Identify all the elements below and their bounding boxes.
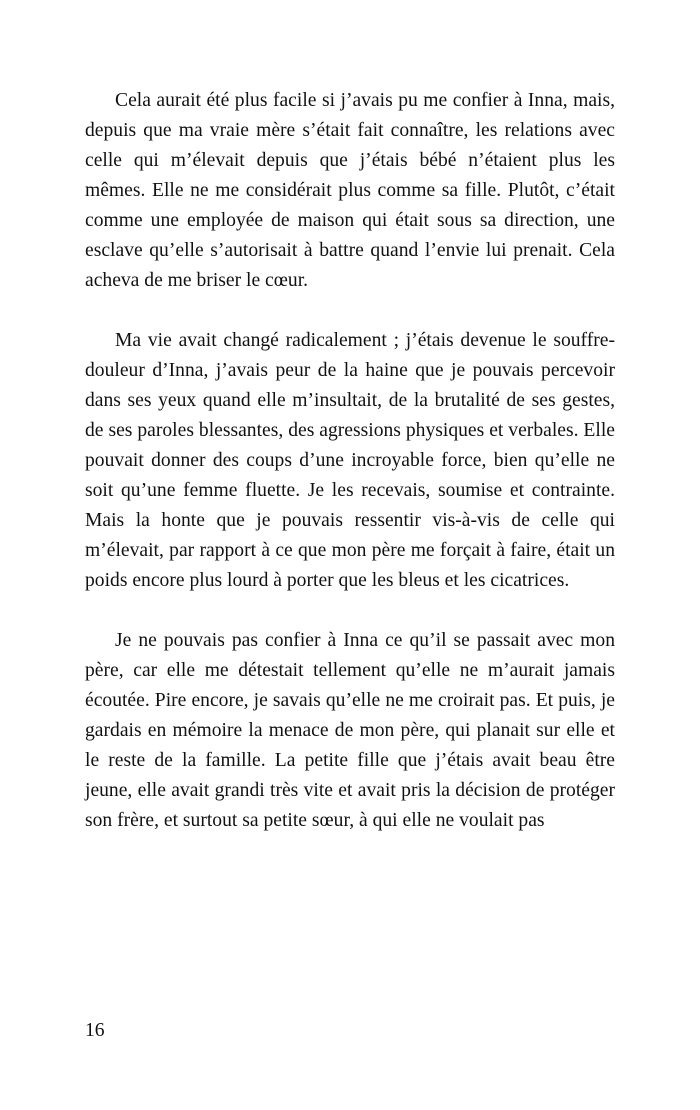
paragraph-3: Je ne pouvais pas confier à Inna ce qu’il se passait avec mon père, car elle me détestait tellement qu’elle ne m’aurait jamais écoutée. Pire encore, je savais qu’elle ne me croirait pas. Et puis, je gardais en mémoire la menace de mon père, qui planait sur elle et le reste de la famille. La petite fille que j’étais avait beau être jeune, elle avait grandi très vite et avait pris la décision de protéger son frère, et surtout sa petite sœur, à qui elle ne voulait pas <box>85 630 615 831</box>
paragraph-1: Cela aurait été plus facile si j’avais pu me confier à Inna, mais, depuis que ma vraie mère s’était fait connaître, les relations avec celle qui m’élevait depuis que j’étais bébé n’étaient plus les mêmes. Elle ne me considérait plus comme sa fille. Plutôt, c’était comme une employée de maison qui était sous sa direction, une esclave qu’elle s’autorisait à battre quand l’envie lui prenait. Cela acheva de me briser le cœur. <box>85 90 615 291</box>
paragraph-2: Ma vie avait changé radicalement ; j’étais devenue le souffre-douleur d’Inna, j’avais peur de la haine que je pouvais percevoir dans ses yeux quand elle m’insultait, de la brutalité de ses gestes, de ses paroles blessantes, des agressions physiques et verbales. Elle pouvait donner des coups d’une incroyable force, bien qu’elle ne soit qu’une femme fluette. Je les recevais, soumise et contrainte. Mais la honte que je pouvais ressentir vis-à-vis de celle qui m’élevait, par rapport à ce que mon père me forçait à faire, était un poids encore plus lourd à porter que les bleus et les cicatrices. <box>85 330 615 591</box>
page-body <box>85 86 615 1086</box>
page-number: 16 <box>85 1020 105 1041</box>
